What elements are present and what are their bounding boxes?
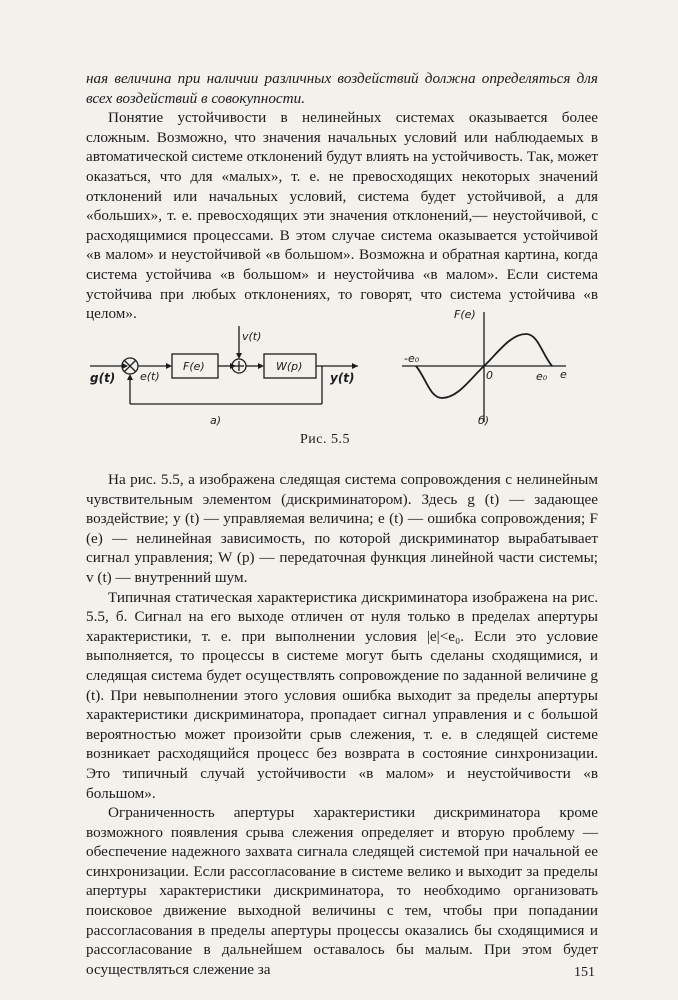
char-x-label: e [560,368,567,381]
output-label: y(t) [330,371,355,385]
block-diagram [90,326,358,404]
diagram-sublabel-b: б) [478,414,490,427]
top-text-block [86,69,598,324]
block2-label: W(p) [276,360,303,373]
char-neg-label: -e₀ [404,352,420,365]
paragraph-stability-concept: Понятие устойчивости в нелинейных системах оказывается более сложным. Возможно, что значения начальных условий или наблюдаемых в автоматической системе отклонений будут влиять на устойчивость. Так, может оказаться, что для «малых», т. е. не превосходящих некоторых значений отклонений или начальных условий, система будет устойчивой, а для «больших», т. е. превосходящих эти значения отклонений,— неустойчивой, с расходящимися процессами. В этом случае система оказывается устойчивой «в малом» и неустойчивой «в большом». Возможна и обратная картина, когда система устойчива «в большом» и неустойчива «в малом». Если система устойчива при любых отклонениях, то говорят, что система устойчива «в целом». [86,109,598,323]
paragraph-continuation: ная величина при наличии различных воздействий должна определяться для всех воздействий в совокупности. [86,70,598,107]
page-number: 151 [574,965,595,980]
input-label: g(t) [90,371,116,385]
error-label: e(t) [140,370,160,383]
noise-label: v(t) [242,330,262,343]
char-origin-label: 0 [486,369,493,382]
figure-caption: Рис. 5.5 [300,432,350,447]
discriminator-characteristic [402,312,566,422]
paragraph-figure-description: На рис. 5.5, а изображена следящая система сопровождения с нелинейным чувствительным элементом (дискриминатором). Здесь g (t) — задающее воздействие; y (t) — управляемая величина; e (t) — ошибка сопровождения; F (e) — нелинейная зависимость, по которой дискриминатор вырабатывает сигнал управления; W (p) — передаточная функция линейной части системы; v (t) — внутренний шум. [86,471,598,586]
char-pos-label: e₀ [536,370,548,383]
char-y-label: F(e) [454,308,476,321]
bottom-text-block [86,470,598,979]
diagram-sublabel-a: а) [210,414,222,427]
paragraph-static-characteristic: Типичная статическая характеристика дискриминатора изображена на рис. 5.5, б. Сигнал на его выходе отличен от нуля только в пределах апертуры характеристики, т. е. при выполнении условия |e|<e₀. Если это условие выполняется, то процессы в системе могут быть сделаны сходящимися, и следящая система будет осуществлять сопровождение по заданной величине g (t). При невыполнении этого условия ошибка выходит за пределы апертуры характеристики дискриминатора, пропадает сигнал управления и с большой вероятностью может произойти срыв слежения, т. е. в следящей системе возникает расходящийся процесс без возврата в состояние синхронизации. Это типичный случай устойчивости «в малом» и неустойчивости «в большом». [86,588,598,802]
paragraph-aperture-limits: Ограниченность апертуры характеристики дискриминатора кроме возможного появления срыва слежения определяет и вторую проблему — обеспечение надежного захвата сигнала следящей системой при начальной ее синхронизации. Если рассогласование в системе велико и выходит за пределы апертуры характеристики дискриминатора, то необходимо организовать поисковое движение выходной величины с тем, чтобы при попадании рассогласования в пределы апертуры процессы оказались бы сходящимися и рассогласование в дальнейшем оставалось бы малым. При этом будет осуществляться слежение за [86,804,598,978]
block1-label: F(e) [183,360,205,373]
